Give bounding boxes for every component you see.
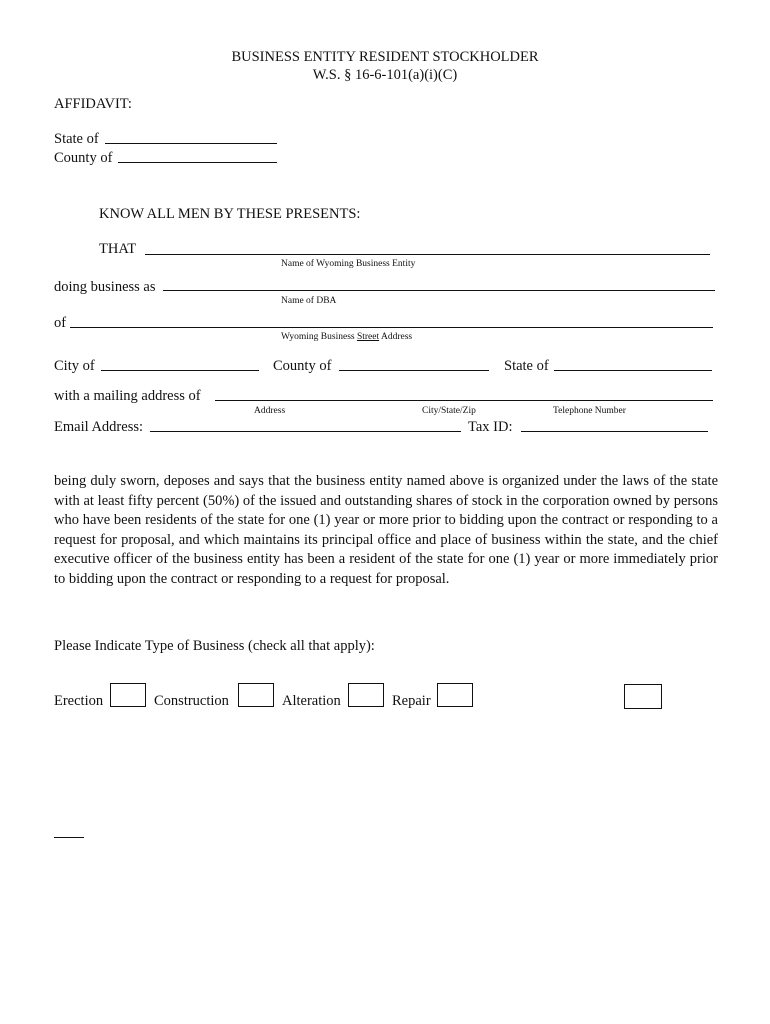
footer-short-rule [54, 837, 84, 838]
email-label: Email Address: [54, 419, 144, 435]
street-address-caption: Wyoming Business Street Address [281, 332, 413, 342]
business-type-prompt: Please Indicate Type of Business (check all that apply): [54, 638, 375, 654]
venue-county-label: County of [54, 150, 113, 166]
county-label: County of [273, 358, 332, 374]
state-label: State of [504, 358, 549, 374]
county-field[interactable] [339, 370, 489, 371]
mailing-address-caption: Address [254, 406, 286, 416]
option-erection-label: Erection [54, 693, 104, 709]
email-field[interactable] [150, 431, 461, 432]
other-checkbox[interactable] [624, 684, 662, 709]
document-title: BUSINESS ENTITY RESIDENT STOCKHOLDER [231, 49, 539, 65]
dba-label: doing business as [54, 279, 156, 295]
affidavit-label: AFFIDAVIT: [54, 96, 132, 112]
mailing-address-field[interactable] [215, 400, 713, 401]
state-field[interactable] [554, 370, 712, 371]
venue-county-field[interactable] [118, 162, 277, 163]
dba-caption: Name of DBA [281, 296, 337, 306]
of-label: of [54, 315, 67, 331]
street-address-field[interactable] [70, 327, 713, 328]
venue-state-label: State of [54, 131, 99, 147]
entity-name-caption: Name of Wyoming Business Entity [281, 259, 416, 269]
venue-state-field[interactable] [105, 143, 277, 144]
city-state-zip-caption: City/State/Zip [422, 406, 476, 416]
mailing-address-label: with a mailing address of [54, 388, 201, 404]
repair-checkbox[interactable] [437, 683, 473, 707]
alteration-checkbox[interactable] [348, 683, 384, 707]
tax-id-label: Tax ID: [468, 419, 513, 435]
that-label: THAT [99, 241, 137, 257]
option-alteration-label: Alteration [282, 693, 341, 709]
telephone-caption: Telephone Number [553, 406, 626, 416]
tax-id-field[interactable] [521, 431, 708, 432]
city-field[interactable] [101, 370, 259, 371]
option-construction-label: Construction [154, 693, 229, 709]
dba-field[interactable] [163, 290, 715, 291]
option-repair-label: Repair [392, 693, 431, 709]
statute-reference: W.S. § 16-6-101(a)(i)(C) [312, 67, 458, 83]
affidavit-statement: being duly sworn, deposes and says that the business entity named above is organized under the laws of the state with at least fifty percent (50%) of the issued and outstanding shares of stock in the corporation owned by persons who have been residents of the state for one (1) year or more prior to bidding upon the contract or responding to a request for proposal, and which maintains its principal office and place of business within the state, and the chief executive officer of the business entity has been a resident of the state for one (1) year or more immediately prior to bidding upon the contract or responding to a request for proposal. [54, 473, 718, 587]
erection-checkbox[interactable] [110, 683, 146, 707]
know-all-heading: KNOW ALL MEN BY THESE PRESENTS: [99, 206, 361, 222]
construction-checkbox[interactable] [238, 683, 274, 707]
entity-name-field[interactable] [145, 254, 710, 255]
city-label: City of [54, 358, 95, 374]
